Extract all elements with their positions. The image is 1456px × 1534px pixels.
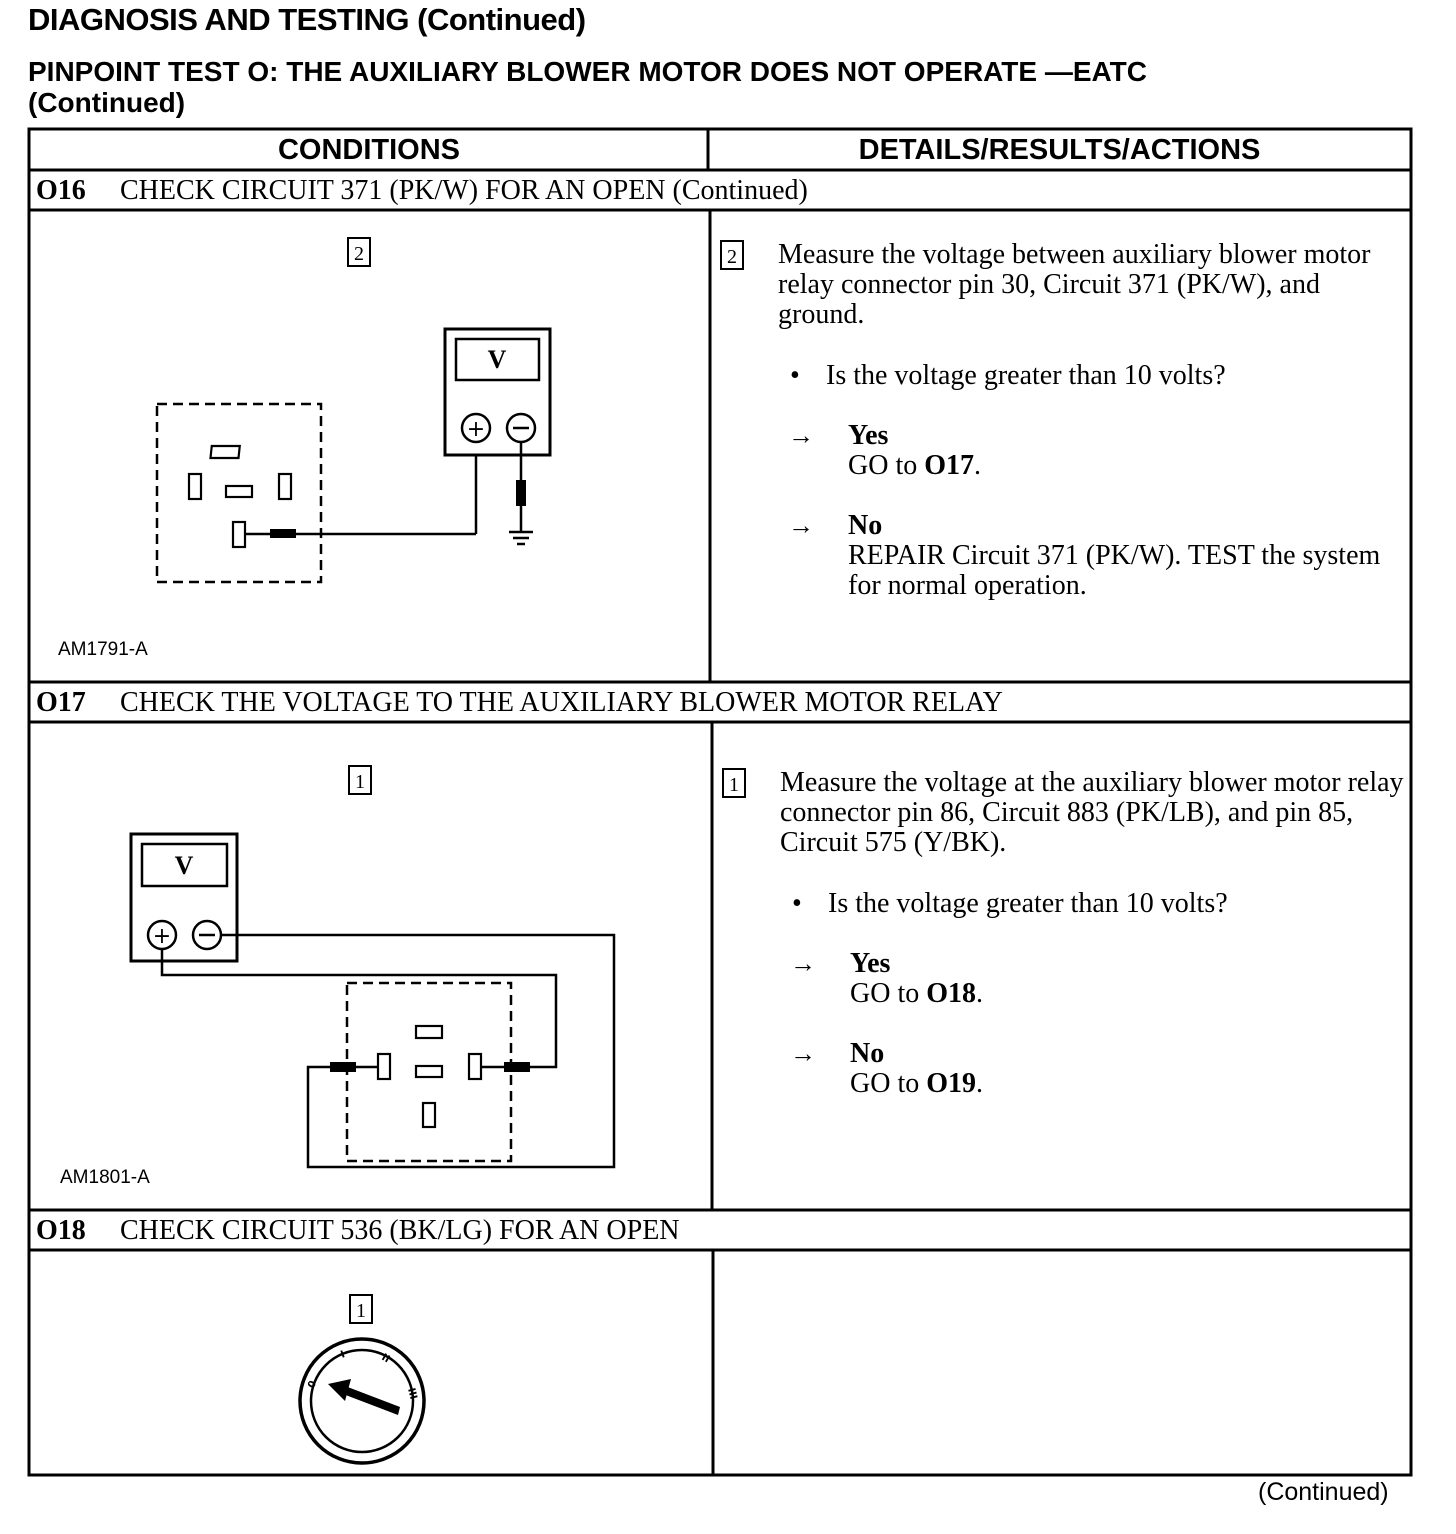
probe-tip bbox=[330, 1062, 356, 1072]
arrow-icon: → bbox=[790, 1039, 816, 1068]
figure-step-box: 1 bbox=[349, 1294, 373, 1324]
answer-label: No bbox=[848, 510, 883, 541]
detail-step-box: 1 bbox=[722, 768, 746, 798]
instruction-text: Measure the voltage at the auxiliary blower motor relay connector pin 86, Circuit 883 (PK/LB), and pin 85, Circuit 575 (Y/BK). bbox=[780, 767, 1404, 858]
ignition-switch-diagram bbox=[295, 1337, 435, 1467]
pinpoint-test-title-line1: PINPOINT TEST O: THE AUXILIARY BLOWER MOTOR DOES NOT OPERATE —EATC bbox=[28, 56, 1148, 87]
bullet: • bbox=[790, 360, 800, 391]
pinpoint-test-title-line2: (Continued) bbox=[28, 87, 186, 118]
plus-glyph: + bbox=[466, 417, 486, 442]
answer-no: No GO to O19. bbox=[850, 1039, 1410, 1099]
connector-pin bbox=[226, 486, 252, 497]
column-header-details: DETAILS/RESULTS/ACTIONS bbox=[858, 134, 1261, 166]
dial-position-1: I bbox=[339, 1349, 347, 1361]
plus-glyph: + bbox=[152, 924, 172, 949]
voltmeter-label: V bbox=[174, 851, 194, 880]
figure-step-box: 1 bbox=[348, 765, 372, 795]
connector-pin bbox=[416, 1026, 442, 1038]
detail-step-box: 2 bbox=[720, 240, 744, 270]
probe-tip bbox=[504, 1062, 530, 1072]
voltmeter-label: V bbox=[487, 345, 507, 374]
probe-tip bbox=[516, 480, 526, 506]
question-text: Is the voltage greater than 10 volts? bbox=[826, 360, 1226, 391]
connector-pin-86 bbox=[378, 1054, 390, 1079]
answer-label: No bbox=[850, 1038, 885, 1069]
answer-yes: Yes GO to O17. bbox=[848, 421, 1408, 481]
answer-action: REPAIR Circuit 371 (PK/W). TEST the system for normal operation. bbox=[848, 540, 1381, 601]
arrow-icon: → bbox=[790, 949, 816, 978]
connector-pin bbox=[279, 474, 291, 499]
page-title: DIAGNOSIS AND TESTING (Continued) bbox=[28, 2, 586, 37]
instruction-text: Measure the voltage between auxiliary blower motor relay connector pin 30, Circuit 371 (PK/W), and ground. bbox=[778, 239, 1371, 330]
probe-tip bbox=[270, 529, 296, 538]
figure-step-box: 2 bbox=[347, 237, 371, 267]
step-title: CHECK THE VOLTAGE TO THE AUXILIARY BLOWER MOTOR RELAY bbox=[120, 687, 1003, 718]
step-title: CHECK CIRCUIT 536 (BK/LG) FOR AN OPEN bbox=[120, 1215, 680, 1246]
step-number: O17 bbox=[36, 687, 86, 718]
answer-label: Yes bbox=[850, 948, 891, 979]
answer-target: O18 bbox=[926, 978, 977, 1009]
step-title: CHECK CIRCUIT 371 (PK/W) FOR AN OPEN (Continued) bbox=[120, 175, 808, 206]
answer-label: Yes bbox=[848, 420, 889, 451]
answer-action-prefix: GO to bbox=[850, 978, 927, 1009]
continued-note: (Continued) bbox=[1258, 1478, 1389, 1506]
column-header-conditions: CONDITIONS bbox=[277, 134, 461, 166]
voltmeter-diagram-o17 bbox=[120, 825, 640, 1185]
dial-position-off: 0 bbox=[306, 1378, 320, 1391]
dial-position-3: III bbox=[405, 1386, 419, 1401]
step-number: O16 bbox=[36, 175, 86, 206]
answer-target: O17 bbox=[924, 450, 975, 481]
probe-lead-positive bbox=[162, 949, 556, 1067]
figure-id: AM1791-A bbox=[58, 639, 148, 660]
answer-no bbox=[848, 511, 1408, 601]
step-o16-header bbox=[36, 172, 808, 210]
connector-pin-30 bbox=[233, 522, 245, 547]
connector-pin-85 bbox=[469, 1054, 481, 1079]
details-o17 bbox=[722, 768, 1412, 1198]
step-o17-header bbox=[36, 684, 1003, 722]
dial-position-2: II bbox=[379, 1352, 392, 1366]
step-number: O18 bbox=[36, 1215, 86, 1246]
answer-yes: Yes GO to O18. bbox=[850, 949, 1410, 1009]
step-o18-header bbox=[36, 1212, 680, 1250]
answer-action-prefix: GO to bbox=[848, 450, 925, 481]
voltmeter-diagram-o16 bbox=[140, 320, 580, 600]
details-o16 bbox=[720, 240, 1410, 670]
arrow-icon: → bbox=[788, 421, 814, 450]
figure-id: AM1801-A bbox=[60, 1167, 150, 1188]
connector-pin bbox=[189, 474, 201, 499]
bullet: • bbox=[792, 888, 802, 919]
answer-target: O19 bbox=[926, 1068, 977, 1099]
connector-pin bbox=[210, 446, 239, 458]
connector-pin bbox=[423, 1103, 435, 1127]
answer-action-prefix: GO to bbox=[850, 1068, 927, 1099]
arrow-icon: → bbox=[788, 511, 814, 540]
pinpoint-test-title bbox=[28, 56, 1428, 118]
connector-pin bbox=[416, 1066, 442, 1077]
question-text: Is the voltage greater than 10 volts? bbox=[828, 888, 1228, 919]
